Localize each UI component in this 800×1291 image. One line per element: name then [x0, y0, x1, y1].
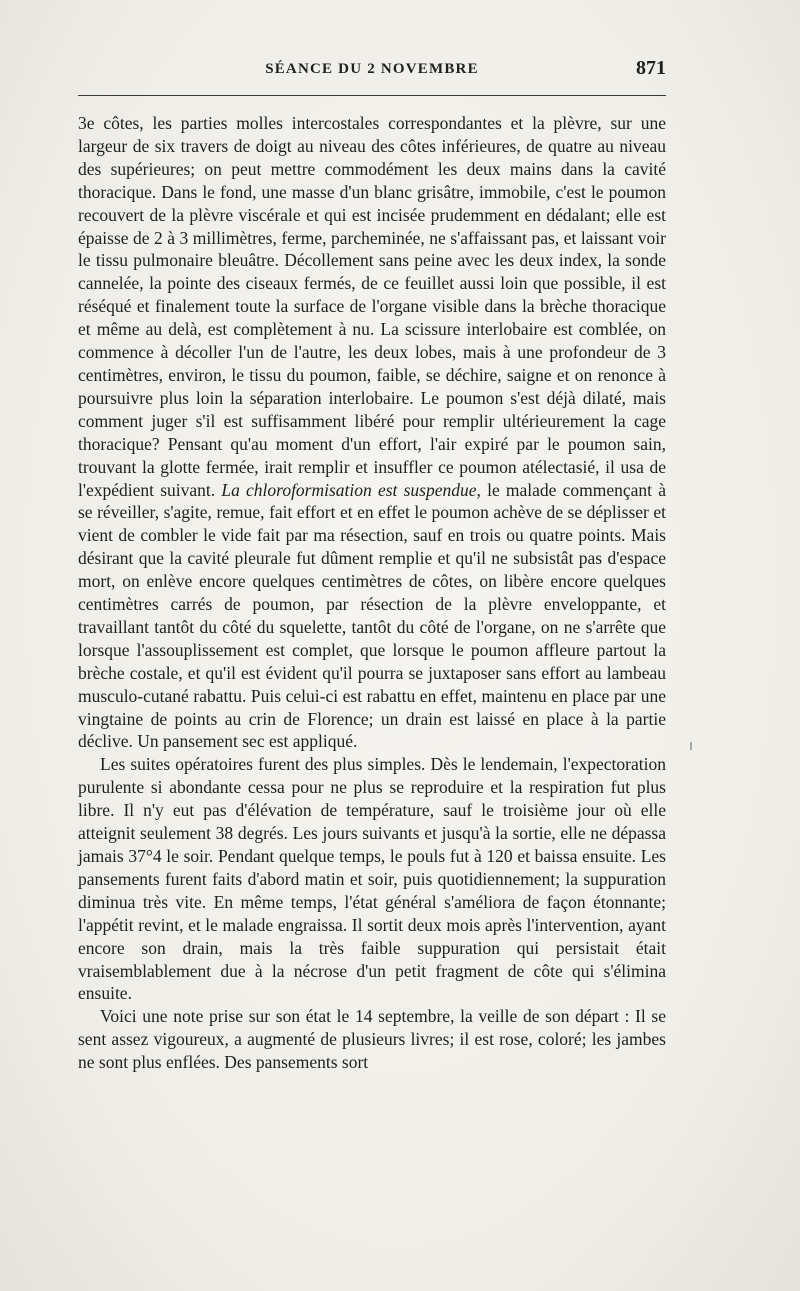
paragraph-3: Voici une note prise sur son état le 14 septembre, la veille de son départ : Il se sent assez vigoureux, a augmenté de plusieurs livres; il est rose, coloré; les jambes ne sont plus enflées. Des pansements sort: [78, 1006, 666, 1073]
header-rule: [78, 95, 666, 96]
paragraph-1: [78, 112, 666, 753]
paragraph-2: Les suites opératoires furent des plus simples. Dès le lendemain, l'expectoration purulente si abondante cessa pour ne plus se reproduire et la respiration fut plus libre. Il n'y eut pas d'élévation de température, sauf le troisième jour où elle atteignit seulement 38 degrés. Les jours suivants et jusqu'à la sortie, elle ne dépassa jamais 37°4 le soir. Pendant quelque temps, le pouls fut à 120 et baissa ensuite. Les pansements furent faits d'abord matin et soir, puis quotidiennement; la suppuration diminua très vite. En même temps, l'état général s'améliora de façon étonnante; l'appétit revint, et le malade engraissa. Il sortit deux mois après l'intervention, ayant encore son drain, mais la très faible suppuration qui persistait était vraisemblablement due à la nécrose d'un petit fragment de côte qui s'élimina ensuite.: [78, 754, 666, 1004]
margin-speck: [690, 742, 692, 750]
paragraph-1-italic-phrase: La chloroformisation est suspendue: [221, 479, 477, 500]
running-head: SÉANCE DU 2 NOVEMBRE: [265, 61, 479, 77]
paragraph-1-text-a: 3e côtes, les parties molles intercostales correspondantes et la plèvre, sur une largeur de six travers de doigt au niveau des côtes inférieures, de quatre au niveau des supérieures; on peut mettre commodément les deux mains dans la cavité thoracique. Dans le fond, une masse d'un blanc grisâtre, immobile, c'est le poumon recouvert de la plèvre viscérale et qui est incisée prudemment en dédalant; elle est épaisse de 2 à 3 millimètres, ferme, parcheminée, ne s'affaissant pas, et laissant voir le tissu pulmonaire bleuâtre. Décollement sans peine avec les deux index, la sonde cannelée, la pointe des ciseaux fermés, de ce feuillet aussi loin que possible, il est réséqué et finalement toute la surface de l'organe visible dans la brèche thoracique et même au delà, est complètement à nu. La scissure interlobaire est comblée, on commence à décoller l'un de l'autre, les deux lobes, mais à une profondeur de 3 centimètres, environ, le tissu du poumon, faible, se déchire, saigne et on renonce à poursuivre plus loin la séparation interlobaire. Le poumon s'est déjà dilaté, mais comment juger s'il est suffisamment libéré pour remplir ultérieurement la cage thoracique? Pensant qu'au moment d'un effort, l'air expiré par le poumon sain, trouvant la glotte fermée, irait remplir et insuffler ce poumon atélectasié, il usa de l'expédient suivant.: [78, 113, 666, 500]
page-header: [78, 55, 666, 87]
paragraph-1-text-b: , le malade commençant à se réveiller, s'agite, remue, fait effort et en effet le poumon achève de se déplisser et vient de combler le vide fait par ma résection, sauf en trois ou quatre points. Mais désirant que la cavité pleurale fut dûment remplie et qu'il ne subsistât pas d'espace mort, on enlève encore quelques centimètres de côtes, on libère encore quelques centimètres carrés de poumon, par résection de la plèvre enveloppante, et travaillant tantôt du côté du squelette, tantôt du côté de l'organe, on ne s'arrête que lorsque l'assouplissement est complet, que lorsque le poumon affleure partout la brèche costale, et qu'il est évident qu'il pourra se juxtaposer sans effort au lambeau musculo-cutané rabattu. Puis celui-ci est rabattu en effet, maintenu en place par une vingtaine de points au crin de Florence; un drain est laissé en place à la partie déclive. Un pansement sec est appliqué.: [78, 479, 666, 752]
page-number: 871: [636, 57, 666, 79]
body-text: [78, 112, 666, 1074]
